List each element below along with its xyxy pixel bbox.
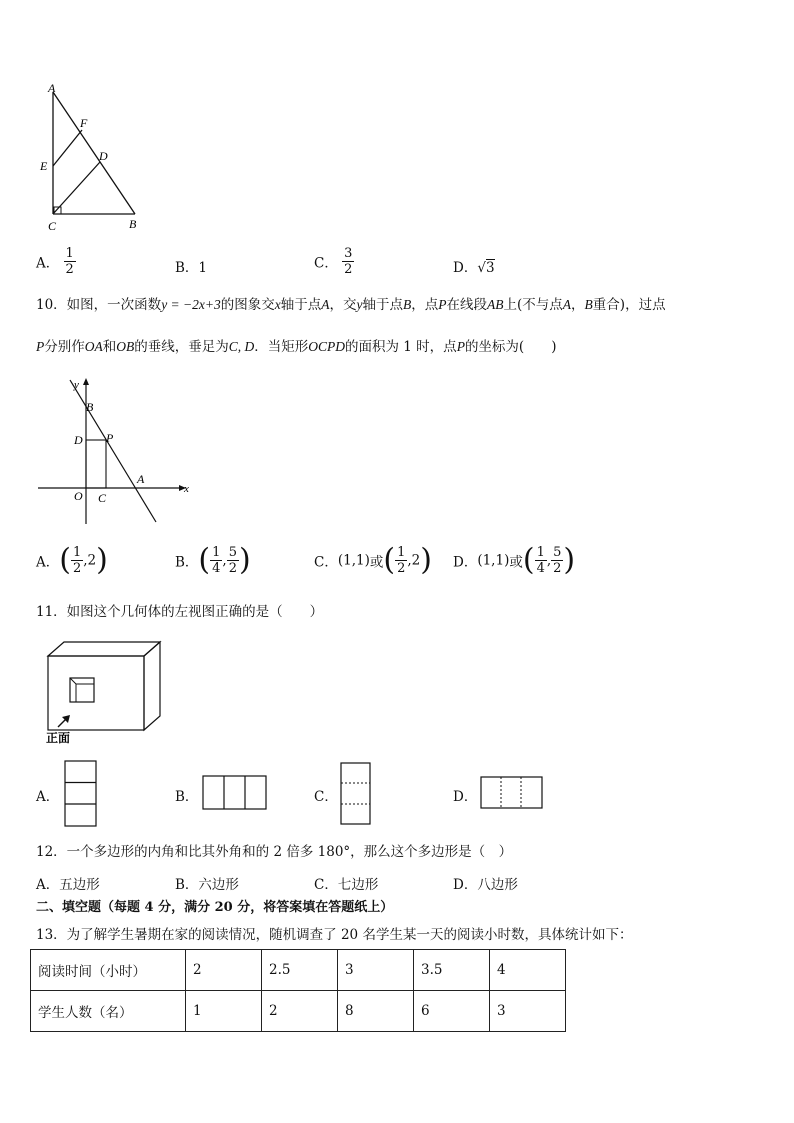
label-c: C	[48, 219, 57, 233]
option-label: B．	[175, 260, 199, 276]
var-y: y	[356, 297, 363, 312]
var-ocpd: OCPD	[308, 339, 346, 354]
table-cell: 8	[338, 991, 414, 1032]
paren: (	[383, 542, 396, 578]
reading-stats-table	[30, 949, 566, 1032]
option-label: D．	[453, 554, 478, 571]
label-f: F	[80, 116, 88, 130]
segment-ef	[53, 130, 82, 166]
table-cell: 3.5	[414, 950, 490, 991]
q9-figure	[36, 80, 152, 236]
fraction	[227, 545, 239, 576]
q11-option-d-figure	[480, 776, 544, 810]
table-cell: 2	[186, 950, 262, 991]
q12-option-b: B．六边形	[175, 877, 239, 893]
q9-option-b	[175, 256, 207, 276]
option-label: A．	[36, 554, 60, 571]
q10-line-2	[36, 336, 556, 358]
numerator: 1	[72, 545, 82, 560]
text: 上(不与点	[503, 297, 563, 313]
label-o: O	[74, 489, 83, 503]
text: ,2	[83, 552, 97, 569]
option-label: D．	[453, 260, 478, 276]
comma: ,	[546, 552, 552, 569]
table-cell: 2.5	[262, 950, 338, 991]
denominator: 4	[536, 561, 545, 576]
q11-option-a: A．	[36, 789, 60, 805]
table-cell: 1	[186, 991, 262, 1032]
denominator: 4	[212, 561, 221, 576]
q10-option-a	[36, 542, 108, 578]
label-e: E	[40, 159, 48, 173]
text: 10．如图，一次函数	[36, 297, 162, 313]
numerator: 3	[344, 246, 353, 261]
text: 的垂线，垂足为	[134, 339, 229, 355]
numerator: 1	[536, 545, 545, 560]
text: 分别作	[44, 339, 85, 355]
var-ob: OB	[116, 339, 135, 354]
var-p: P	[438, 297, 447, 312]
q12-option-c: C．七边形	[314, 877, 379, 893]
label-d: D	[74, 433, 83, 447]
table-header-cell: 阅读时间（小时）	[31, 950, 186, 991]
text: 或	[509, 554, 523, 571]
text: 在线段	[446, 297, 488, 313]
q11-option-d: D．	[453, 789, 478, 805]
q12-option-a: A．五边形	[36, 877, 100, 893]
label-b: B	[129, 217, 137, 231]
cube-top-face	[48, 642, 160, 656]
option-label: C．	[314, 554, 338, 571]
table-row	[31, 991, 566, 1032]
var-a: A	[321, 297, 330, 312]
fraction	[64, 246, 76, 277]
sqrt-symbol: √	[477, 260, 486, 276]
label-c: C	[98, 491, 107, 505]
text: 的图象交	[220, 297, 275, 313]
text: ，	[571, 297, 585, 313]
var-oa: OA	[84, 339, 103, 354]
fraction	[71, 545, 83, 576]
paren: )	[239, 542, 251, 578]
option-label: B．	[175, 554, 199, 571]
denominator: 2	[65, 262, 74, 277]
q10-option-c	[314, 542, 432, 578]
fraction	[210, 545, 222, 576]
label-a: A	[137, 472, 145, 486]
q10-figure	[34, 374, 194, 526]
segment-cd	[53, 162, 100, 214]
text: ，点	[411, 297, 439, 313]
hole-edge	[70, 678, 76, 684]
var-cd: C, D	[228, 339, 255, 354]
text: ．当矩形	[254, 339, 309, 355]
q11-option-a-figure	[64, 760, 98, 828]
paren: )	[420, 542, 432, 578]
numerator: 5	[553, 545, 562, 560]
q13-question: 13．为了解学生暑期在家的阅读情况，随机调查了 20 名学生某一天的阅读小时数，具体统计如下：	[36, 927, 633, 943]
rectangle-ocpd	[86, 440, 106, 488]
text: 的坐标为( )	[464, 339, 557, 355]
q12-question: 12．一个多边形的内角和比其外角和的 2 倍多 180°，那么这个多边形是（ ）	[36, 844, 513, 860]
table-row	[31, 950, 566, 991]
option-label: C．	[314, 255, 338, 272]
q9-option-a	[36, 246, 76, 277]
paren: )	[96, 542, 108, 578]
q9-option-d	[453, 256, 495, 276]
numerator: 1	[65, 246, 74, 261]
table-cell: 6	[414, 991, 490, 1032]
var-a: A	[562, 297, 572, 312]
q11-solid-figure	[44, 640, 164, 746]
denominator: 2	[72, 561, 82, 576]
var-b: B	[584, 297, 593, 312]
q11-option-b: B．	[175, 789, 199, 805]
paren: )	[563, 542, 576, 578]
text: 的面积为 1 时，点	[345, 339, 457, 355]
table-cell: 4	[490, 950, 566, 991]
numerator: 5	[228, 545, 237, 560]
var-p: P	[36, 339, 45, 354]
label-b: B	[86, 400, 94, 414]
equation: y = −2x+3	[161, 297, 221, 312]
q11-option-b-figure	[202, 775, 268, 811]
table-cell: 3	[490, 991, 566, 1032]
outline	[481, 777, 542, 808]
text: ,2	[407, 552, 421, 569]
q11-question: 11．如图这个几何体的左视图正确的是（ ）	[36, 604, 324, 620]
paren: (	[59, 542, 71, 578]
var-x: x	[274, 297, 281, 312]
hole-inner	[76, 684, 94, 702]
numerator: 1	[397, 545, 406, 560]
front-label: 正面	[46, 731, 71, 745]
label-d: D	[99, 149, 108, 163]
fraction	[551, 545, 563, 576]
cube-front-face	[48, 656, 144, 730]
paren: (	[198, 542, 211, 578]
table-header-cell: 学生人数（名）	[31, 991, 186, 1032]
text: 轴于点	[362, 297, 404, 313]
label-y: y	[74, 379, 79, 391]
label-p: P	[106, 431, 114, 445]
text: 或	[369, 554, 384, 571]
q11-option-c-figure	[340, 762, 372, 826]
paren: (	[522, 542, 535, 578]
comma: ,	[222, 552, 227, 569]
table-cell: 2	[262, 991, 338, 1032]
text: ，交	[329, 297, 357, 313]
option-value: 1	[198, 260, 208, 276]
q11-option-c: C．	[314, 789, 338, 805]
segment-ab	[53, 92, 135, 214]
q9-option-c	[314, 246, 354, 277]
numerator: 1	[212, 545, 221, 560]
outline	[203, 776, 266, 809]
text: 和	[102, 339, 117, 355]
fraction	[395, 545, 407, 576]
denominator: 2	[344, 262, 353, 277]
fraction	[535, 545, 547, 576]
y-axis-arrow	[83, 378, 89, 385]
denominator: 2	[553, 561, 562, 576]
cube-right-face	[144, 642, 160, 730]
label-x: x	[184, 483, 189, 495]
table-cell: 3	[338, 950, 414, 991]
text: 重合)，过点	[592, 297, 666, 313]
denominator: 2	[397, 561, 406, 576]
outline	[65, 761, 96, 826]
denominator: 2	[228, 561, 237, 576]
text: 轴于点	[280, 297, 322, 313]
q10-option-b	[175, 542, 251, 578]
right-angle-mark	[54, 207, 61, 214]
q10-line-1	[36, 294, 666, 316]
sqrt-radicand: 3	[485, 260, 495, 276]
line-graph	[70, 380, 156, 522]
var-b: B	[403, 297, 412, 312]
q10-option-d	[453, 542, 576, 578]
q12-option-d: D．八边形	[453, 877, 518, 893]
fraction	[342, 246, 354, 277]
var-ab: AB	[487, 297, 504, 312]
var-p: P	[456, 339, 465, 354]
outline	[341, 763, 370, 824]
option-label: A．	[36, 255, 60, 272]
section-title: 二、填空题（每题 4 分，满分 20 分，将答案填在答题纸上）	[36, 900, 394, 915]
point: (1,1)	[337, 552, 370, 569]
label-a: A	[48, 81, 56, 95]
point: (1,1)	[477, 552, 510, 569]
